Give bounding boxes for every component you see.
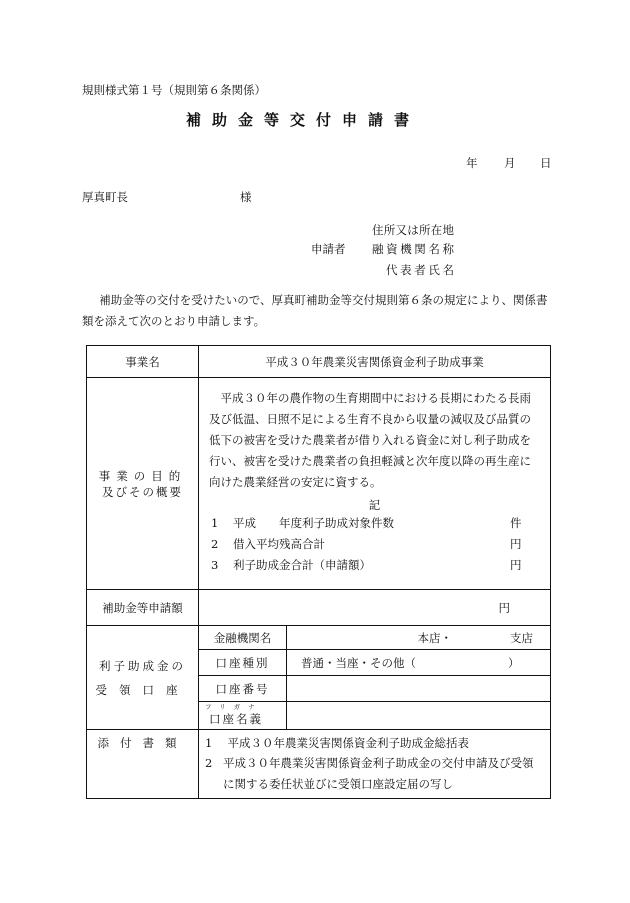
attachments-row	[87, 730, 551, 799]
applicant-label: 申請者	[311, 242, 346, 256]
bank-main-office: 本店・	[417, 630, 452, 645]
attachments-list	[199, 730, 551, 799]
document-title: 補助金等交付申請書	[186, 111, 421, 129]
attachment-number: 1	[205, 736, 213, 750]
amount-row	[87, 590, 551, 626]
bank-name-row	[87, 626, 551, 650]
item-number: 2	[211, 537, 219, 551]
account-name-value[interactable]	[287, 702, 551, 730]
account-name-furigana: フリガナ	[205, 703, 263, 711]
item-row	[199, 513, 550, 534]
bank-name-fields	[287, 630, 550, 646]
item-unit: 円	[510, 537, 522, 551]
addressee-honorific: 様	[240, 190, 252, 204]
date-year: 年	[466, 156, 478, 170]
item-text: 利子助成金合計（申請額）	[233, 558, 371, 572]
addressee: 厚真町長	[82, 190, 128, 204]
form-number: 規則様式第１号（規則第６条関係）	[82, 83, 266, 97]
attachments-label: 添付書類	[87, 730, 199, 799]
item-text: 平成 年度利子助成対象件数	[233, 516, 394, 530]
attachment-text: 平成３０年農業災害関係資金利子助成金総括表	[227, 736, 469, 750]
ki-mark: 記	[368, 498, 381, 512]
application-statement: 補助金等の交付を受けたいので、厚真町補助金等交付規則第６条の規定により、関係書類を添えて次のとおり申請します。	[82, 293, 548, 328]
amount-unit: 円	[199, 590, 551, 626]
attachment-text: 平成３０年農業災害関係資金利子助成金の交付申請及び受領に関する委任状並びに受領口座設定届の写し	[223, 756, 534, 791]
receipt-label-line1: 利子助成金の	[99, 658, 186, 673]
project-name-value: 平成３０年農業災害関係資金利子助成事業	[199, 346, 551, 378]
item-row	[199, 534, 550, 555]
account-type-label: 口座種別	[199, 650, 287, 676]
account-number-label: 口座番号	[199, 676, 287, 702]
account-type-value[interactable]: 普通・当座・その他（ ）	[287, 650, 551, 676]
project-name-row	[87, 346, 551, 378]
item-number: 3	[211, 558, 219, 572]
purpose-content	[199, 378, 551, 590]
bank-name-value[interactable]	[287, 626, 551, 650]
application-form-table	[86, 345, 551, 799]
purpose-text: 平成３０年の農作物の生育期間中における長期にわたる長雨及び低温、日照不足による生育不良から収量の減収及び品質の低下の被害を受けた農業者が借り入れる資金に対し利子助成を行い、被害を受けた農業者の負担軽減と次年度以降の再生産に向けた農業経営の安定に資する。	[209, 391, 531, 489]
purpose-label	[87, 378, 199, 590]
account-name-label-cell	[199, 702, 287, 730]
account-number-value[interactable]	[287, 676, 551, 702]
date-month: 月	[504, 156, 516, 170]
attachment-number: 2	[205, 756, 213, 770]
institution-label: 融資機関名称	[372, 242, 454, 256]
item-unit: 件	[510, 516, 522, 530]
attachment-item	[199, 753, 550, 798]
representative-label: 代表者氏名	[386, 263, 454, 277]
receipt-label-line2: 受領口座	[95, 682, 190, 697]
project-name-label: 事業名	[87, 346, 199, 378]
date-day: 日	[540, 156, 552, 170]
item-number: 1	[211, 516, 219, 530]
purpose-row	[87, 378, 551, 590]
item-text: 借入平均残高合計	[233, 537, 325, 551]
address-label: 住所又は所在地	[372, 223, 454, 237]
purpose-label-line2: 及びその概要	[102, 484, 183, 499]
receipt-account-label	[87, 626, 199, 730]
item-row	[199, 555, 550, 576]
account-name-label: 口座名義	[209, 712, 263, 726]
item-unit: 円	[510, 558, 522, 572]
amount-label: 補助金等申請額	[87, 590, 199, 626]
purpose-label-line1: 事業の目的	[98, 468, 187, 483]
bank-name-label: 金融機関名	[199, 626, 287, 650]
bank-branch: 支店	[510, 630, 533, 645]
